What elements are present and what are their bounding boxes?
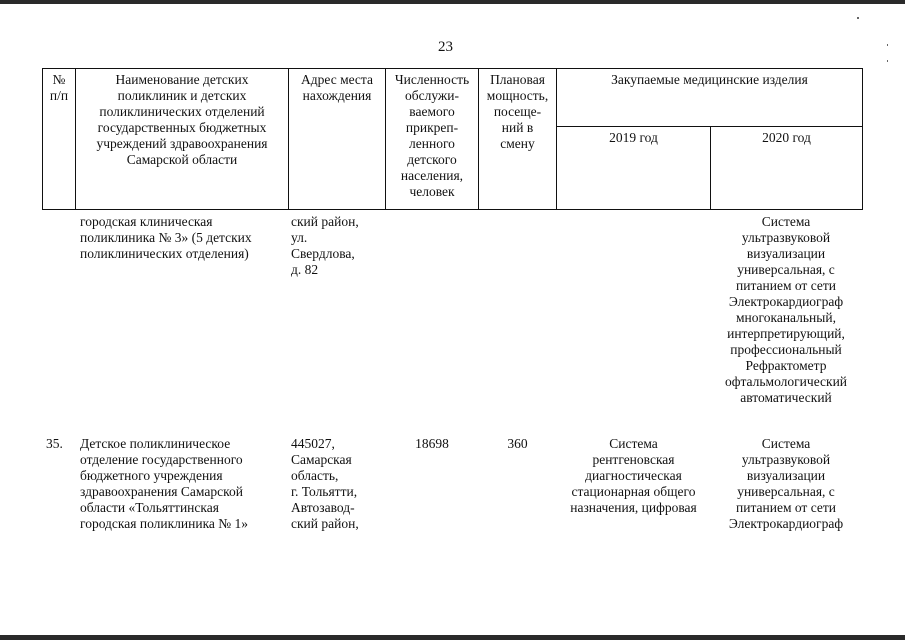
header-bottom-border: [42, 209, 862, 210]
header-num: № п/п: [49, 72, 69, 103]
row-devices-2020: Система ультразвуковой визуализации универсальная, с питанием от сети Электрокардиограф: [728, 436, 844, 531]
row-address: ский район, ул. Свердлова, д. 82: [291, 214, 359, 277]
header-2020: 2020 год: [762, 130, 811, 145]
scan-border-bottom: [0, 635, 905, 640]
header-capacity: Плановая мощность, посеще- ний в смену: [486, 72, 549, 151]
scan-speck: [857, 17, 859, 19]
row-num: 35.: [46, 436, 63, 451]
col-divider: [862, 68, 863, 210]
devices-subheader-divider: [556, 126, 862, 127]
table-top-border: [42, 68, 862, 69]
scan-speck: [887, 60, 888, 62]
row-name: городская клиническая поликлиника № 3» (5 детских поликлинических отделения): [80, 214, 252, 261]
row-address: 445027, Самарская область, г. Тольятти, Автозавод- ский район,: [291, 436, 359, 531]
row-devices-2019: Система рентгеновская диагностическая стационарная общего назначения, цифровая: [570, 436, 697, 515]
header-2019: 2019 год: [609, 130, 658, 145]
header-population: Численность обслужи- ваемого прикреп- ленного детского населения, человек: [394, 72, 470, 199]
row-population: 18698: [415, 436, 449, 451]
scan-speck: [887, 44, 888, 46]
row-name: Детское поликлиническое отделение государственного бюджетного учреждения здравоохранения Самарской области «Тольяттинская городская поликлиника № 1»: [80, 436, 249, 531]
scan-border-top: [0, 0, 905, 4]
page-number: 23: [438, 39, 453, 55]
header-devices: Закупаемые медицинские изделия: [611, 72, 808, 87]
row-devices-2020: Система ультразвуковой визуализации универсальная, с питанием от сети Электрокардиограф многоканальный, интерпретирующий, профессиональный Рефрактометр офтальмологический автоматический: [724, 214, 848, 405]
row-capacity: 360: [507, 436, 528, 451]
header-address: Адрес места нахождения: [301, 72, 373, 103]
header-name: Наименование детских поликлиник и детских поликлинических отделений государственных бюджетных учреждений здравоохранения Самарской области: [96, 72, 268, 167]
